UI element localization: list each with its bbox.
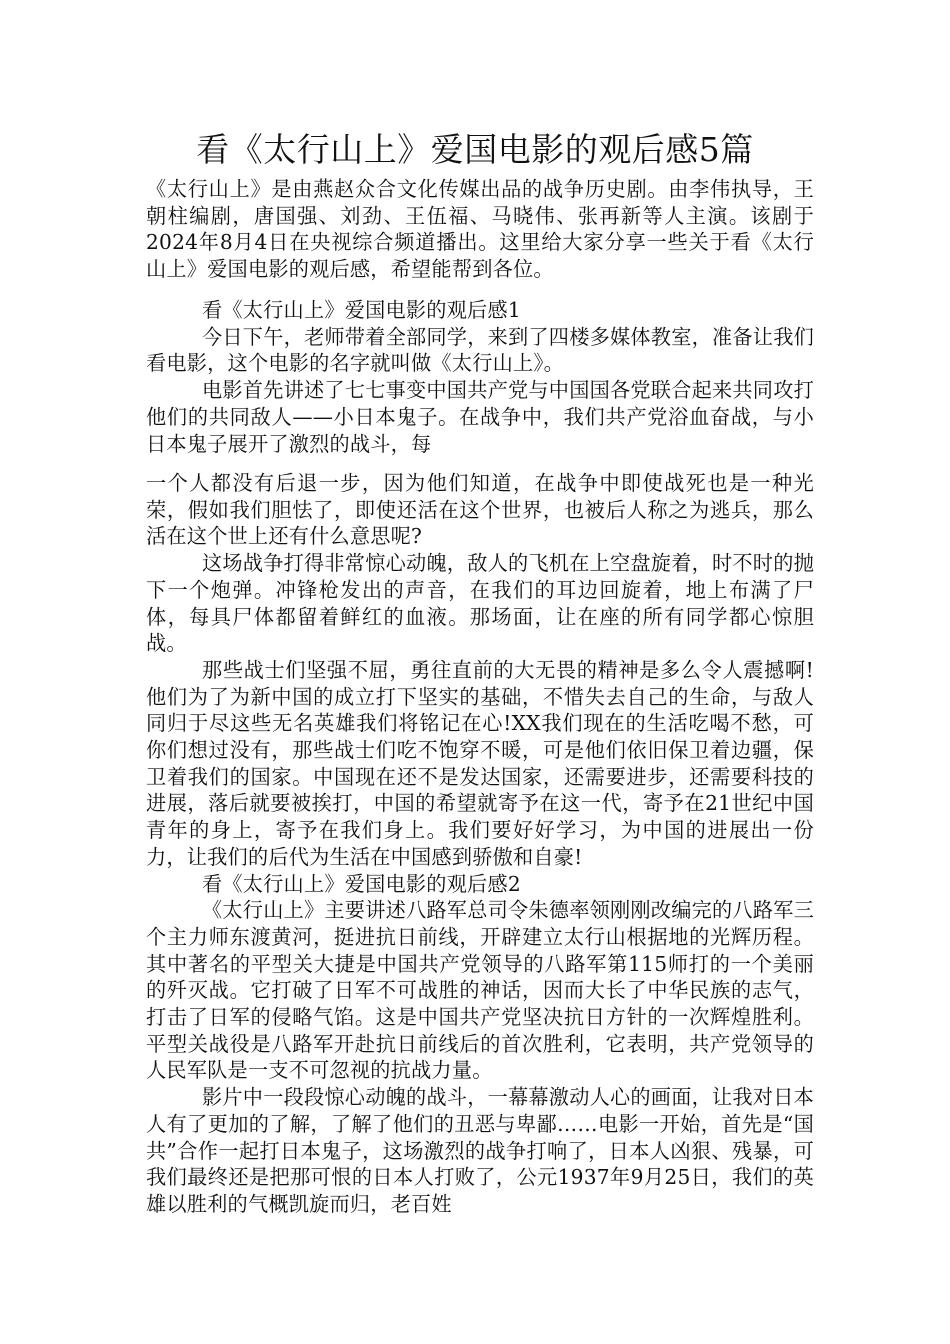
section-1-paragraph-5: 那些战士们坚强不屈，勇往直前的大无畏的精神是多么令人震撼啊!他们为了为新中国的成立打下坚实的基础，不惜失去自己的生命，与敌人同归于尽这些无名英雄我们将铭记在心!XX我们现在的生活吃喝不愁，可你们想过没有，那些战士们吃不饱穿不暖，可是他们依旧保卫着边疆，保卫着我们的国家。中国现在还不是发达国家，还需要进步，还需要科技的进展，落后就要被挨打，中国的希望就寄予在这一代，寄予在21世纪中国青年的身上，寄予在我们身上。我们要好好学习，为中国的进展出一份力，让我们的后代为生活在中国感到骄傲和自豪! — [146, 657, 814, 869]
section-2-paragraph-1: 《太行山上》主要讲述八路军总司令朱德率领刚刚改编完的八路军三个主力师东渡黄河，挺进抗日前线，开辟建立太行山根据地的光辉历程。其中著名的平型关大捷是中国共产党领导的八路军第115师打的一个美丽的歼灭战。它打破了日军不可战胜的神话，因而大长了中华民族的志气，打击了日军的侵略气馅。这是中国共产党坚决抗日方针的一次辉煌胜利。平型关战役是八路军开赴抗日前线后的首次胜利，它表明，共产党领导的人民军队是一支不可忽视的抗战力量。 — [146, 898, 814, 1083]
section-1-heading: 看《太行山上》爱国电影的观后感1 — [202, 298, 521, 322]
document-title: 看《太行山上》爱国电影的观后感5篇 — [196, 130, 754, 169]
intro-paragraph: 《太行山上》是由燕赵众合文化传媒出品的战争历史剧。由李伟执导，王朝柱编剧，唐国强、刘劲、王伍福、马晓伟、张再新等人主演。该剧于2024年8月4日在央视综合频道播出。这里给大家分享一些关于看《太行山上》爱国电影的观后感，希望能帮到各位。 — [146, 177, 814, 282]
section-1-paragraph-1: 今日下午，老师带着全部同学，来到了四楼多媒体教室，准备让我们看电影，这个电影的名字就叫做《太行山上》。 — [146, 324, 814, 376]
section-1-paragraph-2: 电影首先讲述了七七事变中国共产党与中国国各党联合起来共同攻打他们的共同敌人——小日本鬼子。在战争中，我们共产党浴血奋战，与小日本鬼子展开了激烈的战斗，每 — [146, 378, 814, 456]
section-1-paragraph-3: 一个人都没有后退一步，因为他们知道，在战争中即使战死也是一种光荣，假如我们胆怯了，即使还活在这个世界，也被后人称之为逃兵，那么活在这个世上还有什么意思呢? — [146, 471, 814, 549]
section-2-heading: 看《太行山上》爱国电影的观后感2 — [202, 871, 521, 896]
section-1-part-a — [146, 297, 814, 457]
section-1-part-b — [146, 470, 814, 1218]
section-2-paragraph-2: 影片中一段段惊心动魄的战斗，一幕幕激动人心的画面，让我对日本人有了更加的了解，了解了他们的丑恶与卑鄙……电影一开始，首先是“国共”合作一起打日本鬼子，这场激烈的战争打响了，日本人凶狠、残暴，可我们最终还是把那可恨的日本人打败了，公元1937年9月25日，我们的英雄以胜利的气概凯旋而归，老百姓 — [146, 1085, 814, 1216]
section-1-paragraph-4: 这场战争打得非常惊心动魄，敌人的飞机在上空盘旋着，时不时的抛下一个炮弹。冲锋枪发出的声音，在我们的耳边回旋着，地上布满了尸体，每具尸体都留着鲜红的血液。那场面，让在座的所有同学都心惊胆战。 — [146, 551, 814, 656]
intro-block — [146, 176, 814, 283]
